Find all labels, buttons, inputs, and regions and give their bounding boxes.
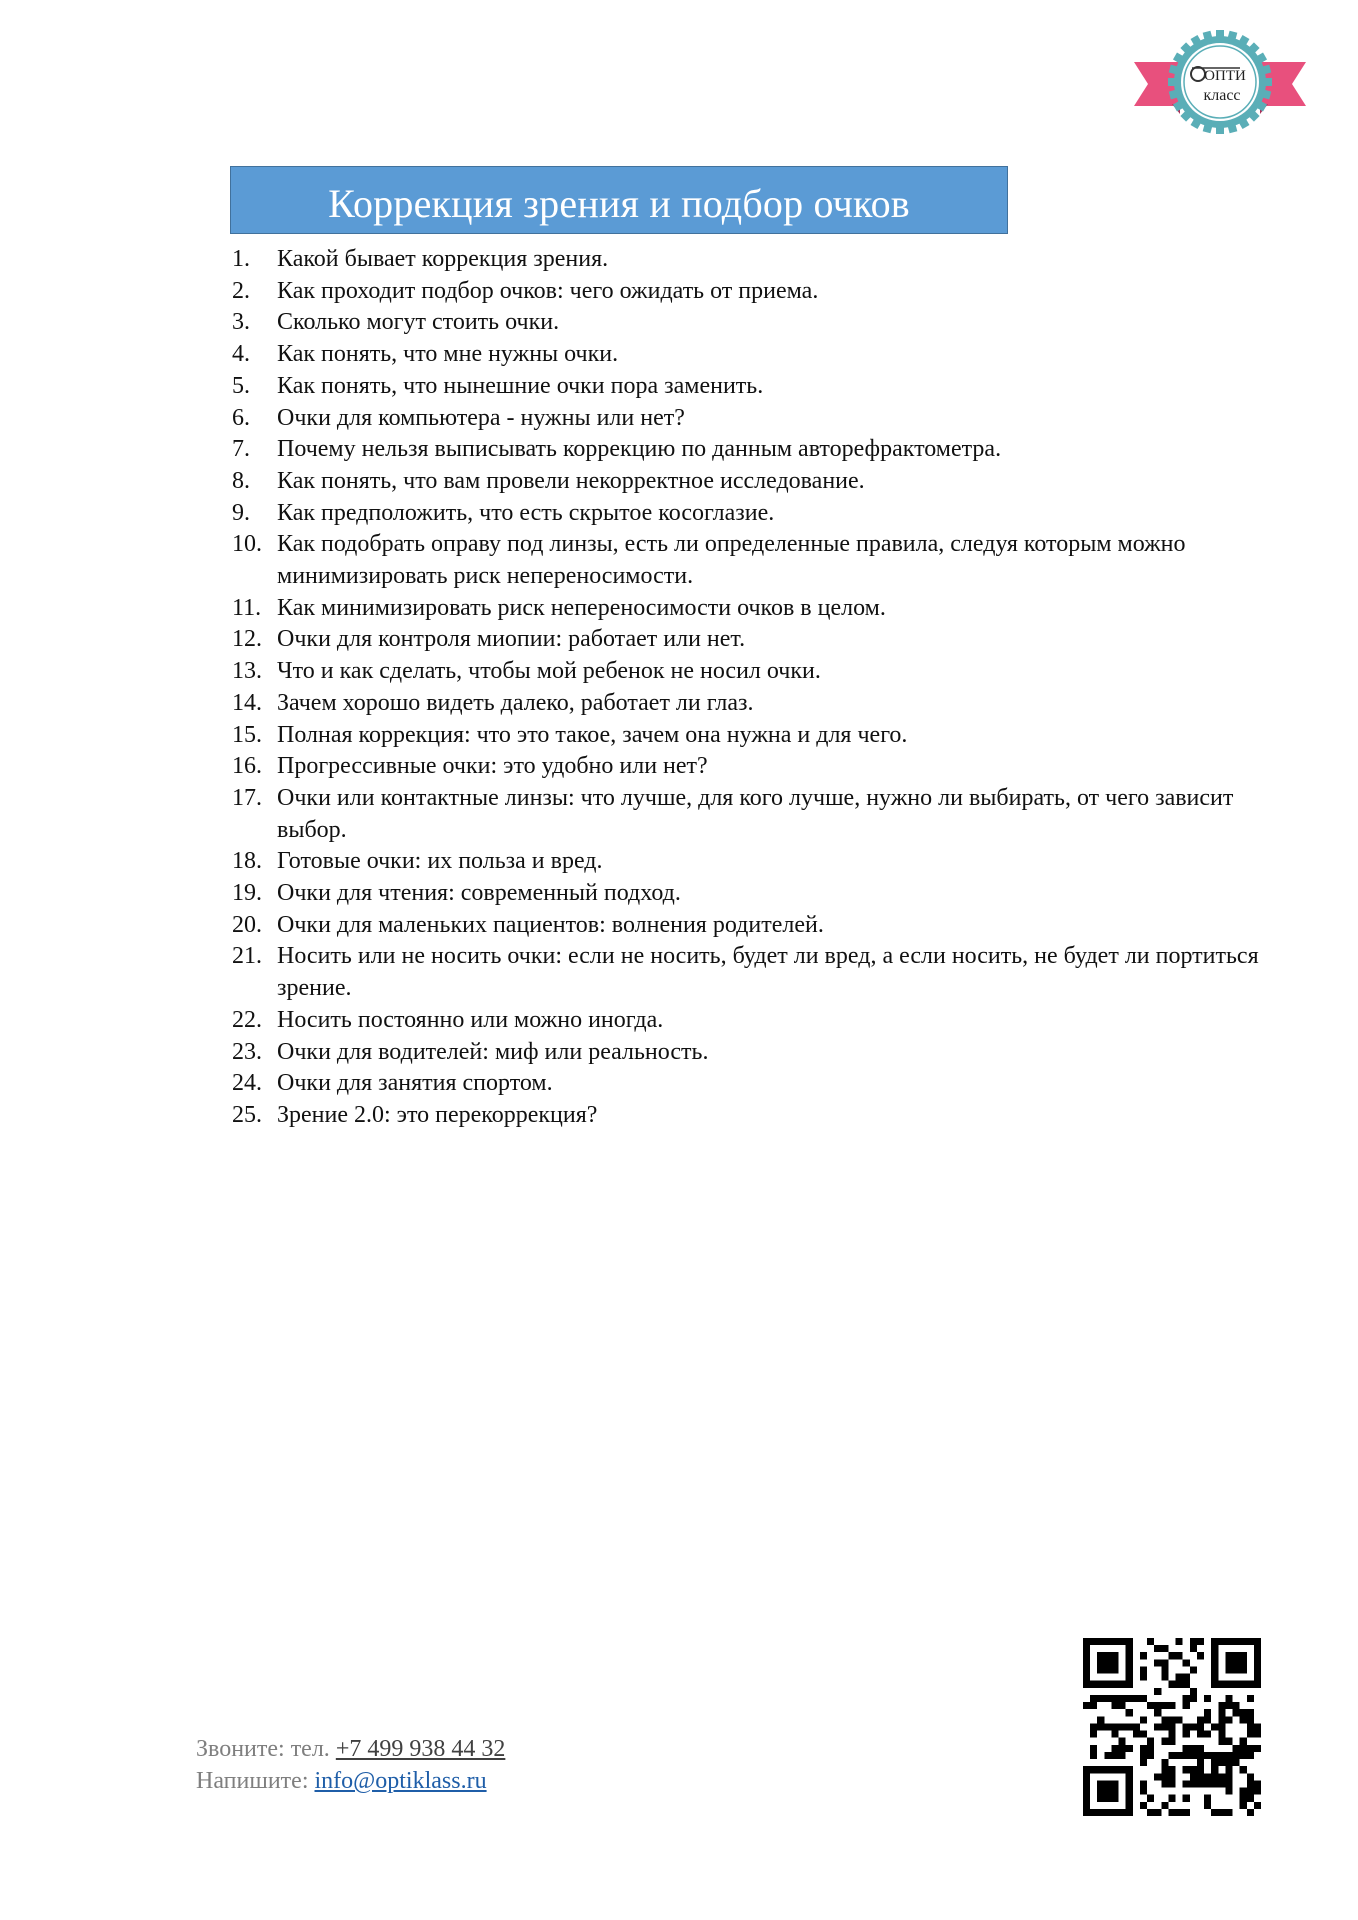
list-item-number: 5.: [232, 372, 250, 399]
list-item-text: Очки для компьютера - нужны или нет?: [277, 404, 685, 431]
list-item-number: 1.: [232, 246, 250, 272]
list-item-text: Как проходит подбор очков: чего ожидать от приема.: [277, 277, 819, 304]
list-item-text: Прогрессивные очки: это удобно или нет?: [277, 753, 708, 780]
list-item-number: 6.: [232, 404, 250, 431]
list-item-number: 10.: [232, 531, 262, 558]
list-item-number: 18.: [232, 848, 262, 875]
list-item-number: 20.: [232, 911, 262, 938]
list-item: [232, 1100, 1272, 1132]
list-item-text: Очки для водителей: миф или реальность.: [277, 1038, 709, 1065]
list-item-text: Носить постоянно или можно иногда.: [277, 1006, 664, 1033]
list-item-number: 19.: [232, 880, 262, 907]
contact-email-line: [196, 1765, 505, 1797]
list-item-text: Зрение 2.0: это перекоррекция?: [277, 1101, 598, 1128]
list-item: [232, 276, 1272, 308]
list-item-text: Как подобрать оправу под линзы, есть ли определенные правила, следуя которым можно минимизировать риск непереносимости.: [277, 531, 1186, 590]
list-item-number: 7.: [232, 436, 250, 463]
list-item-text: Очки для занятия спортом.: [277, 1070, 553, 1097]
list-item-number: 21.: [232, 943, 262, 970]
list-item-text: Очки или контактные линзы: что лучше, для кого лучше, нужно ли выбирать, от чего зависит выбор.: [277, 784, 1234, 843]
list-item-number: 17.: [232, 784, 262, 811]
list-item-number: 22.: [232, 1006, 262, 1033]
logo-bottom-text: класс: [1203, 87, 1241, 104]
list-item-number: 9.: [232, 499, 250, 526]
list-item-text: Готовые очки: их польза и вред.: [277, 848, 603, 875]
list-item-number: 23.: [232, 1038, 262, 1065]
list-item-number: 12.: [232, 626, 262, 653]
list-item-text: Почему нельзя выписывать коррекцию по данным авторефрактометра.: [277, 436, 1002, 463]
topics-list: [232, 244, 1272, 1132]
list-item-text: Как минимизировать риск непереносимости очков в целом.: [277, 594, 886, 621]
title-banner: [230, 166, 1008, 234]
list-item-text: Какой бывает коррекция зрения.: [277, 246, 609, 272]
list-item: [232, 941, 1272, 1004]
list-item: [232, 1005, 1272, 1037]
list-item-text: Что и как сделать, чтобы мой ребенок не носил очки.: [277, 658, 821, 685]
list-item-number: 11.: [232, 594, 262, 621]
list-item: [232, 846, 1272, 878]
list-item: [232, 244, 1272, 276]
list-item-text: Зачем хорошо видеть далеко, работает ли глаз.: [277, 689, 754, 716]
list-item: [232, 688, 1272, 720]
call-label: Звоните: тел.: [196, 1736, 336, 1762]
contact-phone-line: [196, 1733, 505, 1765]
list-item: [232, 910, 1272, 942]
list-item-number: 16.: [232, 753, 262, 780]
list-item-text: Как понять, что вам провели некорректное исследование.: [277, 467, 865, 494]
list-item-number: 15.: [232, 721, 262, 748]
list-item: [232, 307, 1272, 339]
list-item-number: 4.: [232, 341, 250, 368]
list-item-number: 3.: [232, 309, 250, 336]
list-item-number: 25.: [232, 1101, 262, 1128]
list-item: [232, 751, 1272, 783]
list-item: [232, 878, 1272, 910]
list-item: [232, 593, 1272, 625]
write-label: Напишите:: [196, 1768, 315, 1794]
list-item: [232, 339, 1272, 371]
list-item: [232, 720, 1272, 752]
list-item: [232, 529, 1272, 592]
list-item: [232, 1037, 1272, 1069]
list-item-number: 2.: [232, 277, 250, 304]
list-item-number: 14.: [232, 689, 262, 716]
qr-code: [1083, 1638, 1261, 1816]
list-item: [232, 656, 1272, 688]
contacts-block: [196, 1733, 505, 1797]
list-item: [232, 498, 1272, 530]
list-item-text: Очки для маленьких пациентов: волнения родителей.: [277, 911, 824, 938]
list-item: [232, 624, 1272, 656]
list-item-number: 13.: [232, 658, 262, 685]
logo-top-text: ОПТИ: [1204, 68, 1246, 84]
list-item-text: Полная коррекция: что это такое, зачем она нужна и для чего.: [277, 721, 908, 748]
list-item: [232, 371, 1272, 403]
list-item: [232, 434, 1272, 466]
list-item: [232, 783, 1272, 846]
list-item: [232, 466, 1272, 498]
list-item-number: 8.: [232, 467, 250, 494]
optiklass-logo: [1130, 24, 1310, 144]
page-title: Коррекция зрения и подбор очков: [328, 180, 910, 226]
list-item: [232, 1068, 1272, 1100]
list-item-text: Как предположить, что есть скрытое косоглазие.: [277, 499, 775, 526]
list-item: [232, 403, 1272, 435]
list-item-text: Как понять, что мне нужны очки.: [277, 341, 619, 368]
list-item-text: Как понять, что нынешние очки пора заменить.: [277, 372, 764, 399]
list-item-text: Очки для контроля миопии: работает или нет.: [277, 626, 746, 653]
list-item-text: Очки для чтения: современный подход.: [277, 880, 681, 907]
list-item-text: Носить или не носить очки: если не носить, будет ли вред, а если носить, не будет ли портиться зрение.: [277, 943, 1259, 1002]
email-link[interactable]: info@optiklass.ru: [314, 1768, 487, 1794]
list-item-text: Сколько могут стоить очки.: [277, 309, 560, 336]
list-item-number: 24.: [232, 1070, 262, 1097]
phone-link[interactable]: +7 499 938 44 32: [335, 1736, 506, 1762]
